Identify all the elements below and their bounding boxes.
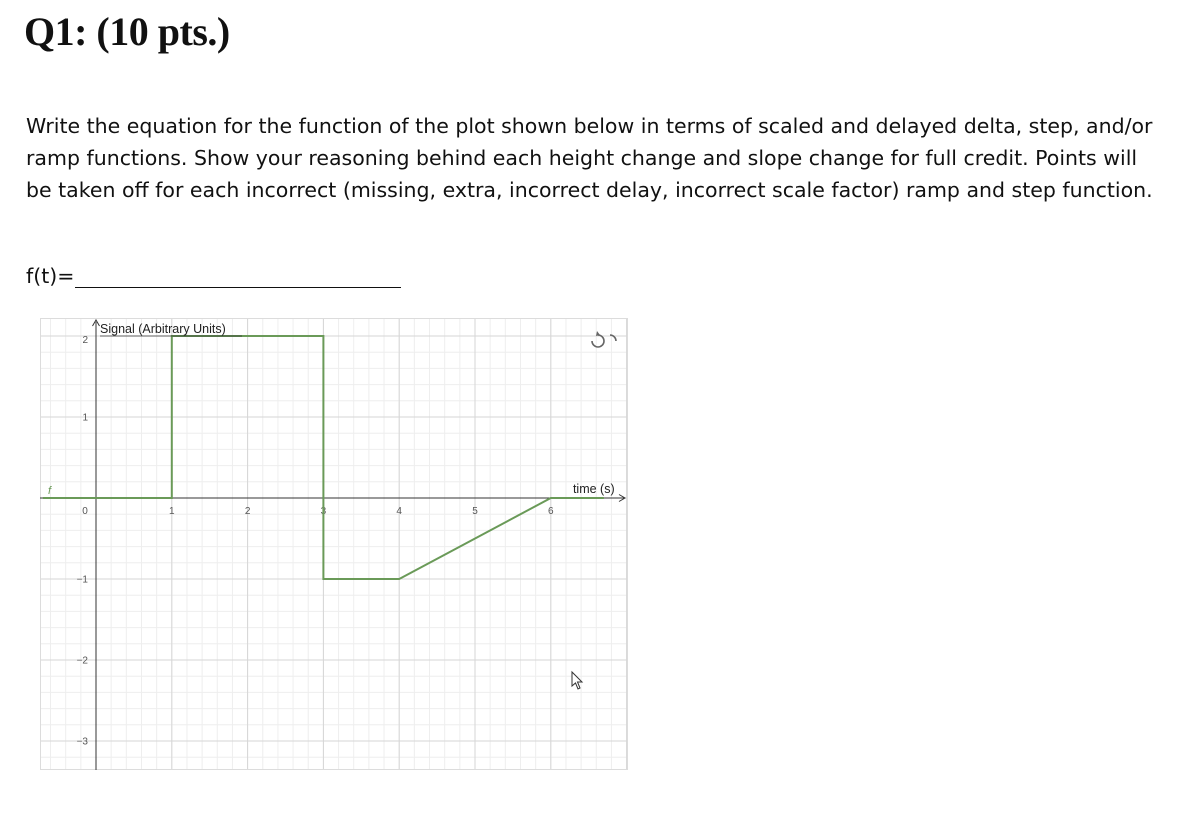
axes (40, 320, 625, 770)
y-tick-label: −1 (76, 574, 88, 586)
reset-icon[interactable] (592, 331, 616, 347)
tick-labels (77, 335, 554, 748)
y-tick-label: −2 (76, 655, 88, 667)
x-tick-label: 0 (82, 506, 88, 517)
answer-line (26, 264, 401, 288)
major-grid (40, 318, 628, 770)
minor-grid (40, 318, 628, 770)
function-label: f (48, 485, 52, 497)
question-prompt: Write the equation for the function of the plot shown below in terms of scaled and delayed delta, step, and/or ramp functions. Show your reasoning behind each height change and slope change for full credit. Points will be taken off for each incorrect (missing, extra, incorrect delay, incorrect scale factor) ramp and step function. (26, 114, 1153, 202)
x-tick-label: 6 (548, 506, 554, 517)
signal-plot[interactable] (40, 318, 628, 770)
question-title: Q1: (10 pts.) (24, 9, 230, 54)
y-tick-label: 2 (82, 335, 88, 346)
x-tick-label: 4 (396, 506, 402, 517)
cursor-icon (572, 672, 582, 689)
answer-label: f(t)= (26, 264, 75, 288)
plot-border (41, 319, 628, 770)
y-axis-label: Signal (Arbitrary Units) (100, 322, 226, 336)
answer-blank (75, 267, 401, 288)
x-axis-label: time (s) (572, 482, 615, 496)
x-tick-label: 5 (472, 506, 478, 517)
series-line-f (43, 336, 604, 579)
x-tick-label: 3 (320, 506, 327, 517)
y-tick-label: −3 (76, 736, 88, 748)
x-tick-label: 2 (244, 506, 251, 517)
y-tick-label: 1 (82, 412, 88, 424)
x-tick-label: 1 (169, 506, 175, 517)
series-layer (43, 336, 604, 579)
